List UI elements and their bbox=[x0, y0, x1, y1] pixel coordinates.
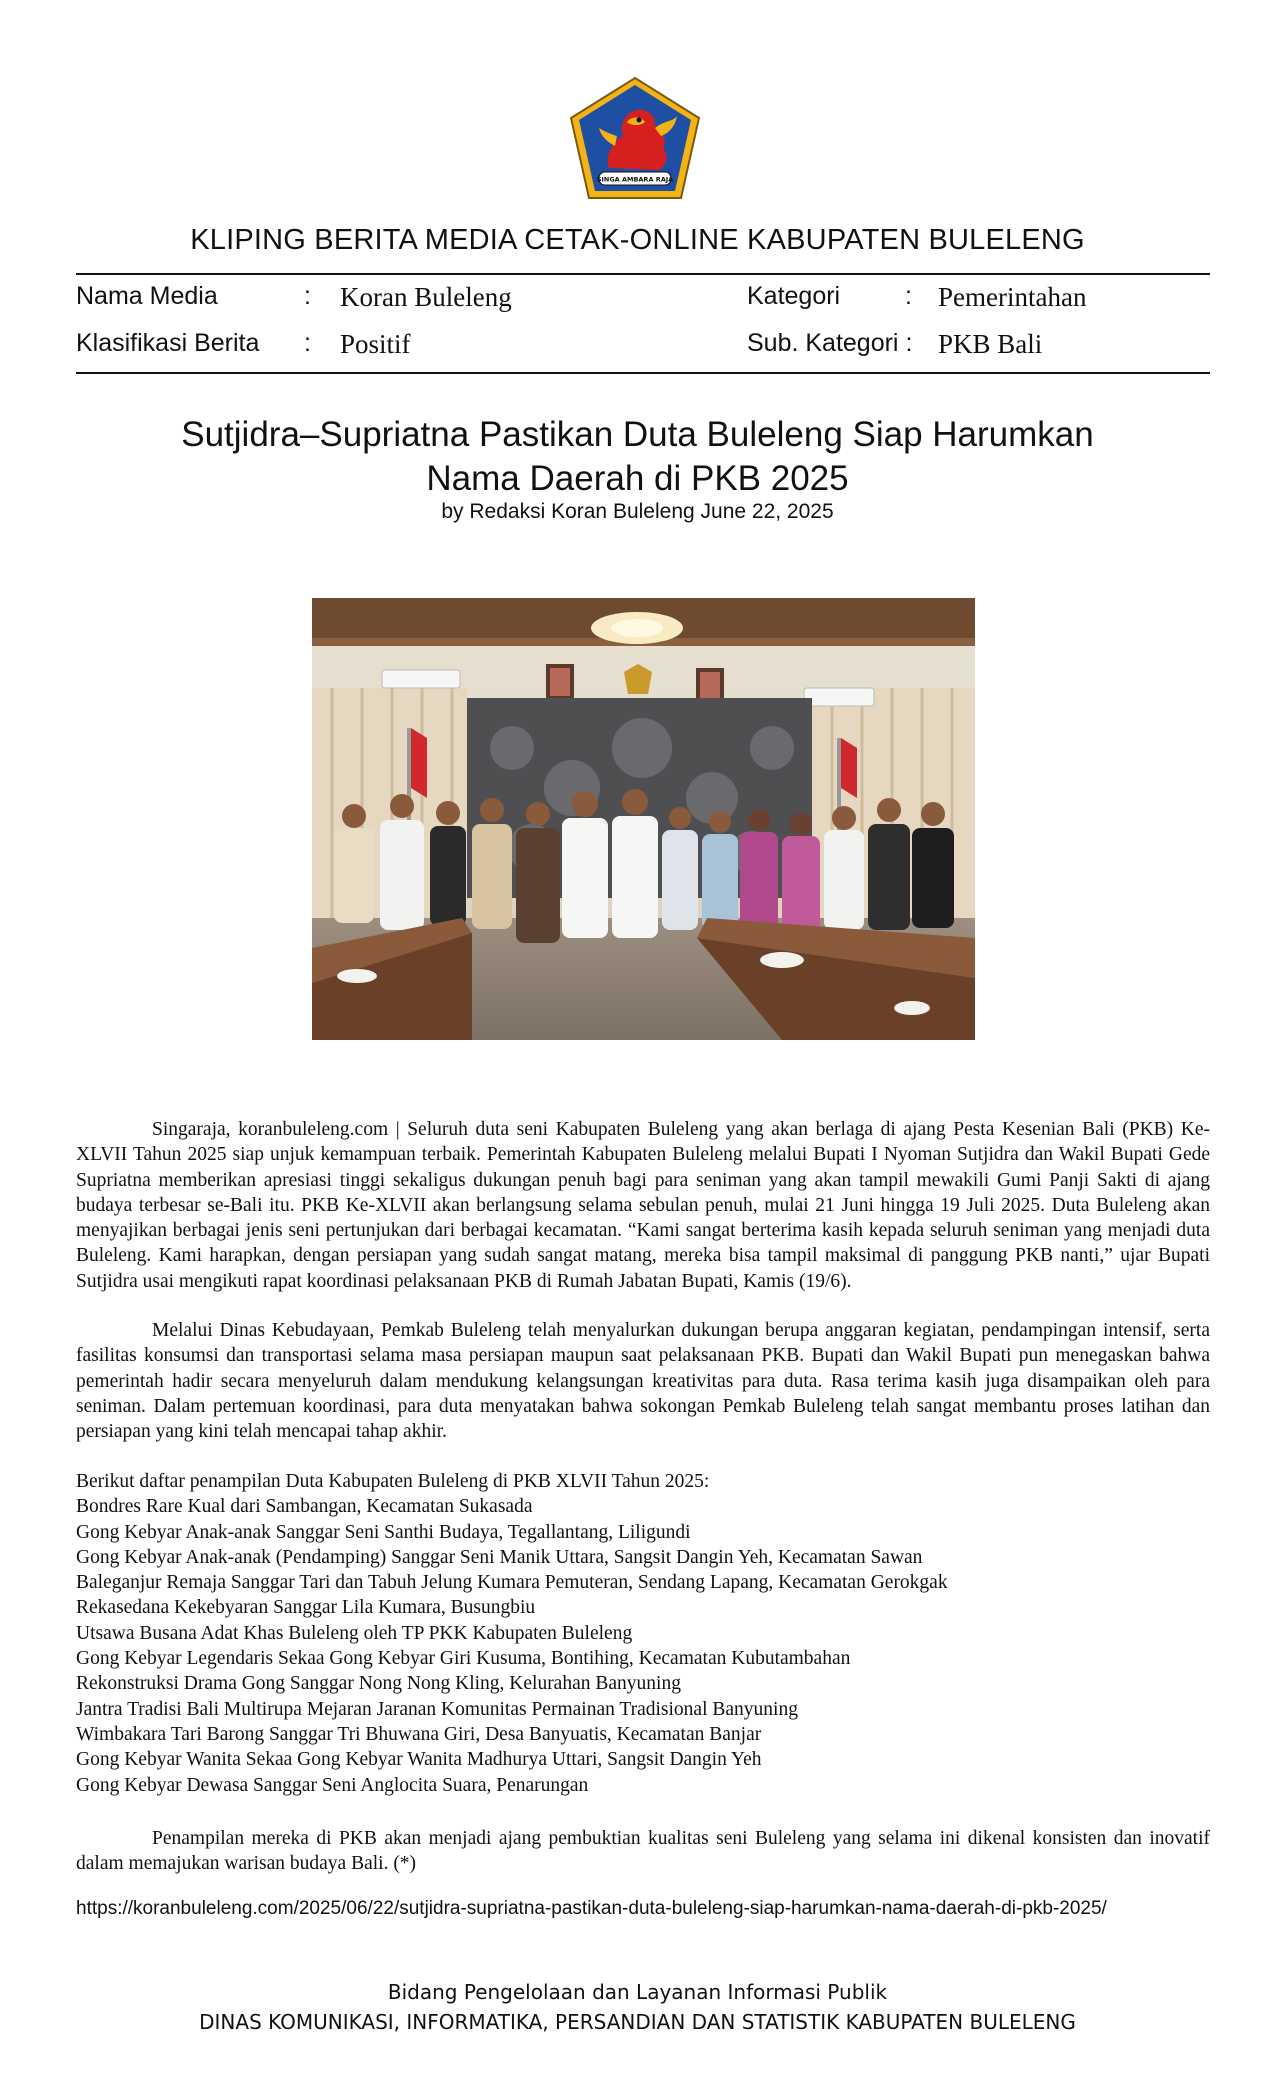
article-paragraph-3: Penampilan mereka di PKB akan menjadi ajang pembuktian kualitas seni Buleleng yang selama ini dikenal konsisten dan inovatif dalam memajukan warisan budaya Bali. (*) bbox=[76, 1828, 1210, 1875]
header-rule-bottom bbox=[76, 372, 1210, 374]
article-paragraph-2: Melalui Dinas Kebudayaan, Pemkab Buleleng telah menyalurkan dukungan berupa anggaran kegiatan, pendampingan intensif, serta fasilitas konsumsi dan transportasi selama masa persiapan maupun saat pelaksanaan PKB. Bupati dan Wakil Bupati pun menegaskan bahwa pemerintah hadir secara menyeluruh dalam mendukung kelangsungan kreativitas para duta. Rasa terima kasih juga disampaikan oleh para seniman. Dalam pertemuan koordinasi, para duta menyatakan bahwa sokongan Pemkab Buleleng telah sangat membantu proses latihan dan persiapan yang kini telah mencapai tahap akhir. bbox=[76, 1320, 1210, 1443]
media-colon: : bbox=[304, 282, 311, 310]
list-item: Wimbakara Tari Barong Sanggar Tri Bhuwana Giri, Desa Banyuatis, Kecamatan Banjar bbox=[76, 1723, 762, 1745]
headline-line-1: Sutjidra–Supriatna Pastikan Duta Buleleng Siap Harumkan bbox=[181, 415, 1094, 454]
article-photo bbox=[312, 598, 975, 1040]
list-item: Rekasedana Kekebyaran Sanggar Lila Kumara, Busungbiu bbox=[76, 1597, 536, 1619]
list-item: Gong Kebyar Wanita Sekaa Gong Kebyar Wanita Madhurya Uttari, Sangsit Dangin Yeh bbox=[76, 1749, 762, 1771]
sub-kategori-label-text: Sub. Kategori bbox=[747, 329, 899, 357]
header-rule-top bbox=[76, 273, 1210, 275]
article-byline: by Redaksi Koran Buleleng June 22, 2025 bbox=[441, 500, 834, 523]
list-item: Baleganjur Remaja Sanggar Tari dan Tabuh Jelung Kumara Pemuteran, Sendang Lapang, Kecamatan Gerokgak bbox=[76, 1572, 948, 1594]
media-label: Nama Media bbox=[76, 282, 218, 310]
sub-kategori-value: PKB Bali bbox=[938, 329, 1043, 359]
list-item: Gong Kebyar Anak-anak (Pendamping) Sanggar Seni Manik Uttara, Sangsit Dangin Yeh, Kecamatan Sawan bbox=[76, 1546, 923, 1568]
footer-agency: DINAS KOMUNIKASI, INFORMATIKA, PERSANDIAN DAN STATISTIK KABUPATEN BULELENG bbox=[199, 2010, 1076, 2034]
sub-kategori-colon: : bbox=[905, 329, 913, 357]
footer-division: Bidang Pengelolaan dan Layanan Informasi Publik bbox=[387, 1980, 888, 2004]
performance-list bbox=[76, 1469, 1210, 1798]
list-item: Gong Kebyar Legendaris Sekaa Gong Kebyar Giri Kusuma, Bontihing, Kecamatan Kubutambahan bbox=[76, 1648, 851, 1670]
list-item: Gong Kebyar Anak-anak Sanggar Seni Santhi Budaya, Tegallantang, Liligundi bbox=[76, 1521, 691, 1543]
logo-motto: SINGA AMBARA RAJA bbox=[596, 175, 674, 184]
media-value: Koran Buleleng bbox=[340, 282, 512, 312]
article-headline bbox=[0, 413, 1275, 501]
source-url[interactable]: https://koranbuleleng.com/2025/06/22/sutjidra-supriatna-pastikan-duta-buleleng-siap-harumkan-nama-daerah-di-pkb-2025/ bbox=[76, 1898, 1107, 1919]
klasifikasi-colon: : bbox=[304, 329, 311, 357]
klasifikasi-label: Klasifikasi Berita bbox=[76, 329, 260, 357]
list-item: Utsawa Busana Adat Khas Buleleng oleh TP PKK Kabupaten Buleleng bbox=[76, 1622, 633, 1644]
kategori-label: Kategori bbox=[747, 282, 841, 310]
document-title: KLIPING BERITA MEDIA CETAK-ONLINE KABUPATEN BULELENG bbox=[190, 224, 1085, 256]
list-item: Gong Kebyar Dewasa Sanggar Seni Anglocita Suara, Penarungan bbox=[76, 1774, 589, 1796]
sub-kategori-label bbox=[747, 329, 912, 358]
headline-line-2: Nama Daerah di PKB 2025 bbox=[426, 459, 849, 498]
list-item: Jantra Tradisi Bali Multirupa Mejaran Jaranan Komunitas Permainan Tradisional Banyuning bbox=[76, 1698, 798, 1720]
article-paragraph-1: Singaraja, koranbuleleng.com | Seluruh duta seni Kabupaten Buleleng yang akan berlaga di ajang Pesta Kesenian Bali (PKB) Ke-XLVII Tahun 2025 siap unjuk kemampuan terbaik. Pemerintah Kabupaten Buleleng melalui Bupati I Nyoman Sutjidra dan Wakil Bupati Gede Supriatna memberikan apresiasi tinggi sekaligus dukungan penuh bagi para seniman yang akan tampil mewakili Gumi Panji Sakti di ajang budaya terbesar se-Bali itu. PKB Ke-XLVII akan berlangsung selama sebulan penuh, mulai 21 Juni hingga 19 Juli 2025. Duta Buleleng akan menyajikan berbagai jenis seni pertunjukan dari berbagai kecamatan. “Kami sangat berterima kasih kepada seluruh seniman yang menjadi duta Buleleng. Kami harapkan, dengan persiapan yang sudah sangat matang, mereka bisa tampil maksimal di panggung PKB nanti,” ujar Bupati Sutjidra usai mengikuti rapat koordinasi pelaksanaan PKB di Rumah Jabatan Bupati, Kamis (19/6). bbox=[76, 1119, 1210, 1292]
kategori-colon: : bbox=[905, 282, 912, 310]
list-item: Bondres Rare Kual dari Sambangan, Kecamatan Sukasada bbox=[76, 1496, 533, 1518]
klasifikasi-value: Positif bbox=[340, 329, 411, 359]
kabupaten-buleleng-logo bbox=[569, 76, 701, 200]
list-item: Rekonstruksi Drama Gong Sanggar Nong Nong Kling, Kelurahan Banyuning bbox=[76, 1673, 681, 1695]
list-intro: Berikut daftar penampilan Duta Kabupaten Buleleng di PKB XLVII Tahun 2025: bbox=[76, 1471, 710, 1492]
kategori-value: Pemerintahan bbox=[938, 282, 1087, 312]
